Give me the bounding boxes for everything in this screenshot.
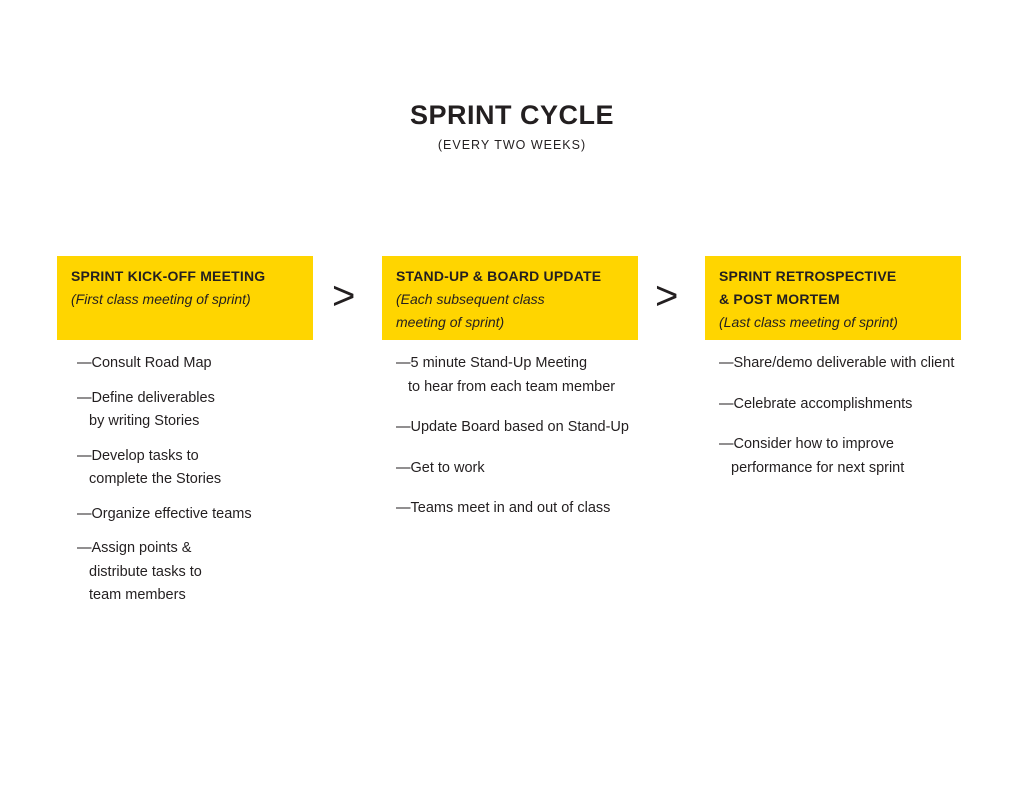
stage-subtitle: (Last class meeting of sprint): [719, 314, 898, 330]
list-item: —Consult Road Map: [77, 355, 212, 371]
chevron-right-icon: >: [332, 274, 356, 318]
stage-box-retrospective: [705, 256, 961, 340]
stage-title: SPRINT KICK-OFF MEETING: [71, 268, 266, 284]
list-item: —5 minute Stand-Up Meeting to hear from each team member: [396, 355, 616, 395]
stage-list-kickoff: [77, 352, 252, 619]
stage-box-standup: [382, 256, 638, 340]
chevron-right-icon: >: [655, 274, 679, 318]
stage-list-standup: [396, 352, 629, 538]
stage-subtitle: (Each subsequent class meeting of sprint): [396, 291, 545, 330]
stage-subtitle: (First class meeting of sprint): [71, 291, 251, 307]
list-item: —Celebrate accomplishments: [719, 395, 913, 412]
list-item: —Teams meet in and out of class: [396, 500, 611, 516]
diagram-title: SPRINT CYCLE: [409, 100, 615, 130]
stage-box-kickoff: [57, 256, 313, 340]
list-item: —Update Board based on Stand-Up: [396, 419, 629, 435]
stage-list-retrospective: [719, 352, 954, 497]
list-item: —Share/demo deliverable with client: [719, 355, 955, 371]
list-item: —Get to work: [396, 459, 485, 476]
diagram-subtitle: (EVERY TWO WEEKS): [437, 138, 587, 152]
list-item: —Organize effective teams: [77, 505, 252, 522]
stage-title: SPRINT RETROSPECTIVE & POST MORTEM: [719, 268, 897, 307]
list-item: —Define deliverables by writing Stories: [77, 389, 215, 429]
list-item: —Consider how to improve performance for next sprint: [719, 436, 905, 476]
stage-title: STAND-UP & BOARD UPDATE: [396, 268, 602, 284]
list-item: —Assign points & distribute tasks to team members: [77, 540, 202, 603]
list-item: —Develop tasks to complete the Stories: [77, 447, 222, 487]
